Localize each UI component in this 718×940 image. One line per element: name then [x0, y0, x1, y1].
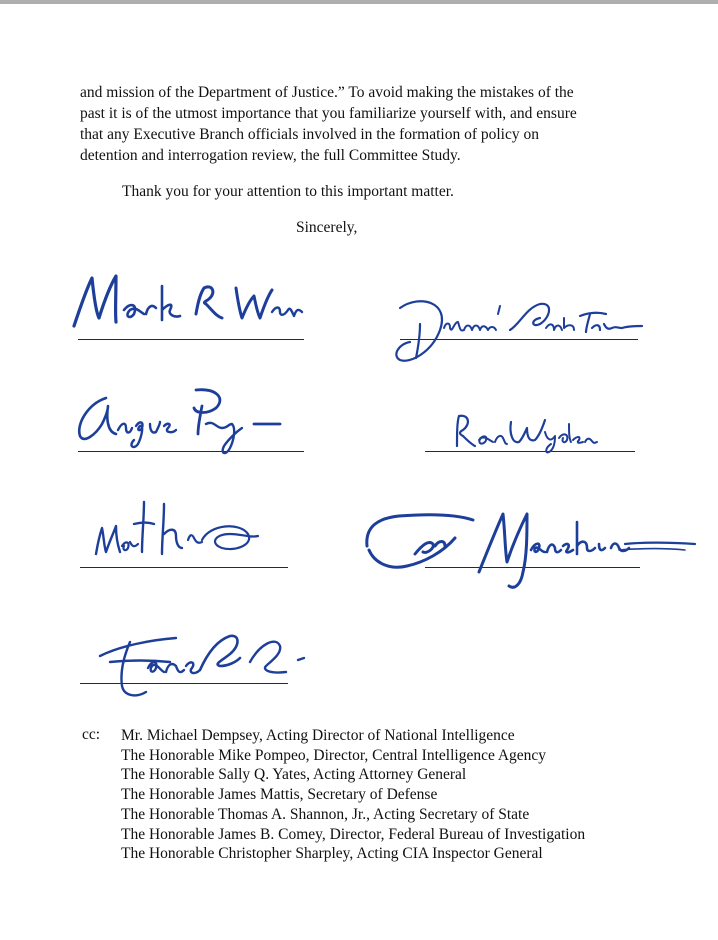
signature-king — [78, 390, 304, 452]
cc-recipient: The Honorable James Mattis, Secretary of Defense — [121, 786, 438, 804]
signature-feinstein — [400, 280, 638, 340]
signature-wyden-ink — [449, 410, 649, 460]
signature-wyden — [425, 410, 635, 452]
cc-recipient: The Honorable Mike Pompeo, Director, Central Intelligence Agency — [121, 746, 547, 764]
signature-harris-ink — [90, 622, 370, 712]
cc-recipient: The Honorable Christopher Sharpley, Acting CIA Inspector General — [121, 845, 543, 863]
body-line: past it is of the utmost importance that you familiarize yourself with, and ensure — [80, 105, 577, 122]
signature-king-ink — [66, 384, 316, 464]
cc-recipient: The Honorable Thomas A. Shannon, Jr., Acting Secretary of State — [121, 805, 530, 823]
signature-harris — [80, 628, 288, 684]
signature-warner-ink — [66, 268, 306, 338]
closing-salutation: Sincerely, — [296, 219, 358, 236]
cc-recipient-list — [121, 726, 585, 864]
signature-heinrich-ink — [90, 494, 290, 574]
signature-manchin-ink — [355, 492, 715, 602]
cc-recipient: Mr. Michael Dempsey, Acting Director of National Intelligence — [121, 727, 515, 744]
body-line: that any Executive Branch officials involved in the formation of policy on — [80, 126, 539, 143]
signature-heinrich — [80, 500, 288, 568]
signature-manchin — [425, 520, 640, 568]
signature-feinstein-ink — [380, 284, 650, 374]
letter-body-paragraph — [80, 82, 650, 166]
body-line: and mission of the Department of Justice.” To avoid making the mistakes of the — [80, 84, 574, 101]
signature-line — [78, 339, 304, 340]
signature-warner — [78, 272, 304, 340]
body-line: detention and interrogation review, the full Committee Study. — [80, 147, 461, 164]
cc-recipient: The Honorable Sally Q. Yates, Acting Attorney General — [121, 766, 467, 784]
cc-label: cc: — [82, 726, 101, 743]
cc-recipient: The Honorable James B. Comey, Director, Federal Bureau of Investigation — [121, 825, 586, 843]
thank-you-line: Thank you for your attention to this important matter. — [122, 183, 454, 200]
